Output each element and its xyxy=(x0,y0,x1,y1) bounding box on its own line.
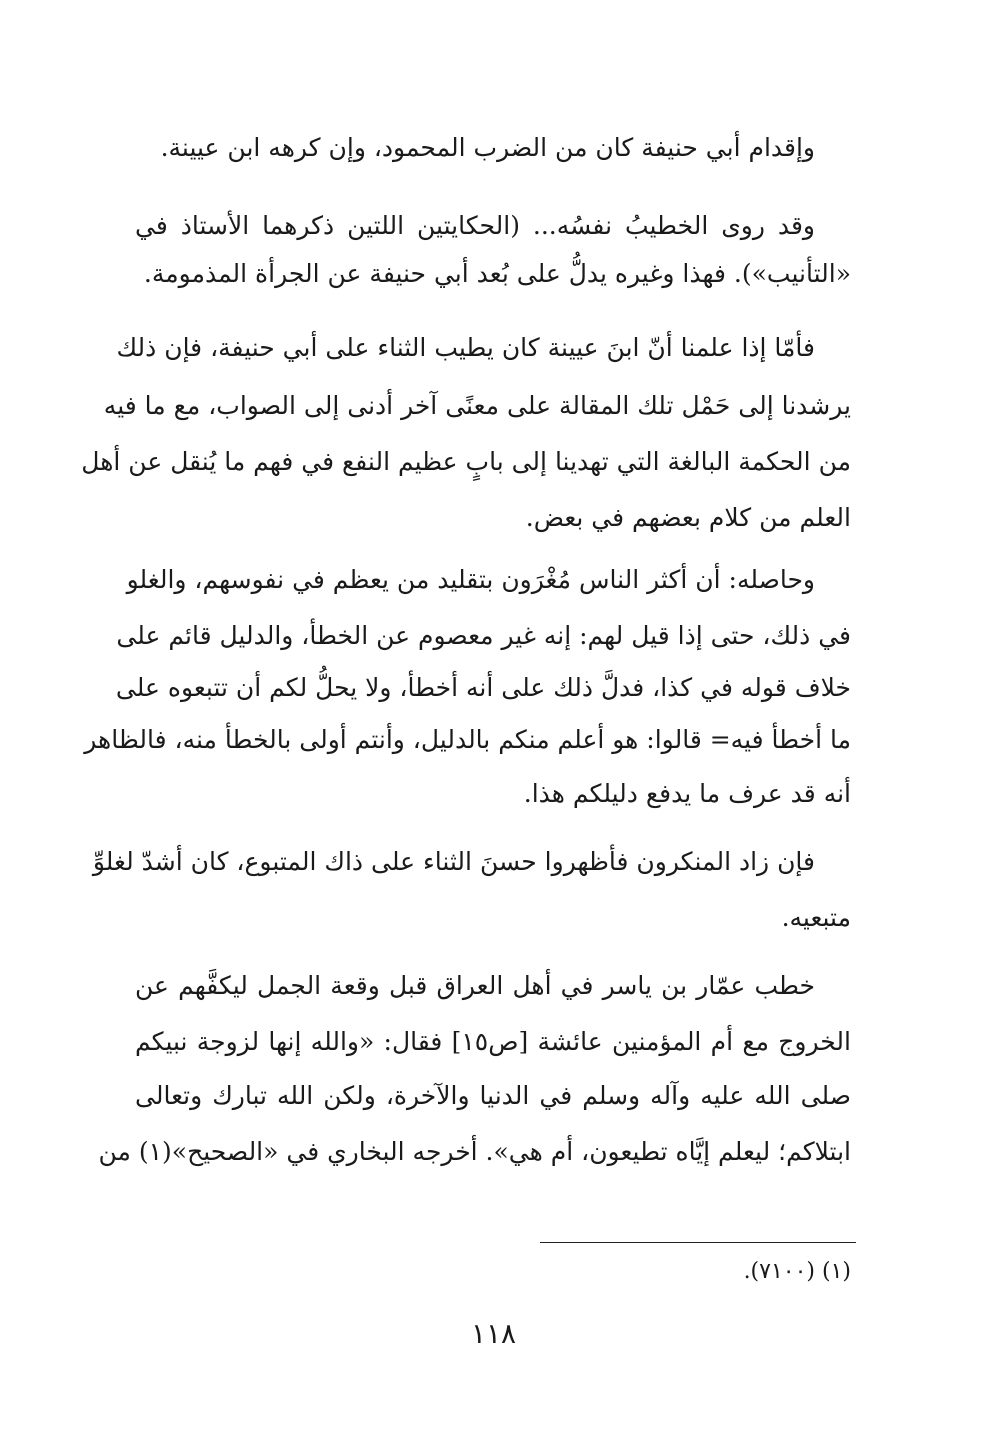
text-line: متبعيه. xyxy=(781,903,851,932)
text-line: وحاصله: أن أكثر الناس مُغْرَون بتقليد من يعظم في نفوسهم، والغلو xyxy=(126,565,815,594)
text-line: فأمّا إذا علمنا أنّ ابنَ عيينة كان يطيب الثناء على أبي حنيفة، فإن ذلك xyxy=(116,333,815,362)
text-line: العلم من كلام بعضهم في بعض. xyxy=(525,503,851,532)
text-line: خطب عمّار بن ياسر في أهل العراق قبل وقعة الجمل ليكفَّهم عن xyxy=(135,971,815,1000)
footnote: (١) (٧١٠٠). xyxy=(743,1259,851,1284)
text-line: من الحكمة البالغة التي تهدينا إلى بابٍ عظيم النفع في فهم ما يُنقل عن أهل xyxy=(81,447,851,476)
text-line: صلى الله عليه وآله وسلم في الدنيا والآخرة، ولكن الله تبارك وتعالى xyxy=(135,1081,851,1110)
text-line: الخروج مع أم المؤمنين عائشة [ص١٥] فقال: «والله إنها لزوجة نبيكم xyxy=(135,1027,851,1056)
text-line: يرشدنا إلى حَمْل تلك المقالة على معنًى آخر أدنى إلى الصواب، مع ما فيه xyxy=(103,391,851,420)
text-line: وقد روى الخطيبُ نفسُه... (الحكايتين اللتين ذكرهما الأستاذ في xyxy=(135,211,815,240)
text-line: ابتلاكم؛ ليعلم إيَّاه تطيعون، أم هي». أخرجه البخاري في «الصحيح»(١) من xyxy=(98,1137,851,1166)
text-line: «التأنيب»). فهذا وغيره يدلُّ على بُعد أبي حنيفة عن الجرأة المذمومة. xyxy=(143,259,851,288)
text-line: في ذلك، حتى إذا قيل لهم: إنه غير معصوم عن الخطأ، والدليل قائم على xyxy=(116,621,851,650)
text-line: خلاف قوله في كذا، فدلَّ ذلك على أنه أخطأ، ولا يحلُّ لكم أن تتبعوه على xyxy=(115,673,851,702)
text-line: أنه قد عرف ما يدفع دليلكم هذا. xyxy=(523,779,851,808)
text-line: وإقدام أبي حنيفة كان من الضرب المحمود، وإن كرهه ابن عيينة. xyxy=(160,133,815,162)
page-number: ١١٨ xyxy=(470,1317,517,1350)
text-line: ما أخطأ فيه= قالوا: هو أعلم منكم بالدليل، وأنتم أولى بالخطأ منه، فالظاهر xyxy=(84,725,851,754)
footnote-divider xyxy=(540,1242,856,1243)
text-line: فإن زاد المنكرون فأظهروا حسنَ الثناء على ذاك المتبوع، كان أشدّ لغلوِّ xyxy=(92,847,815,876)
